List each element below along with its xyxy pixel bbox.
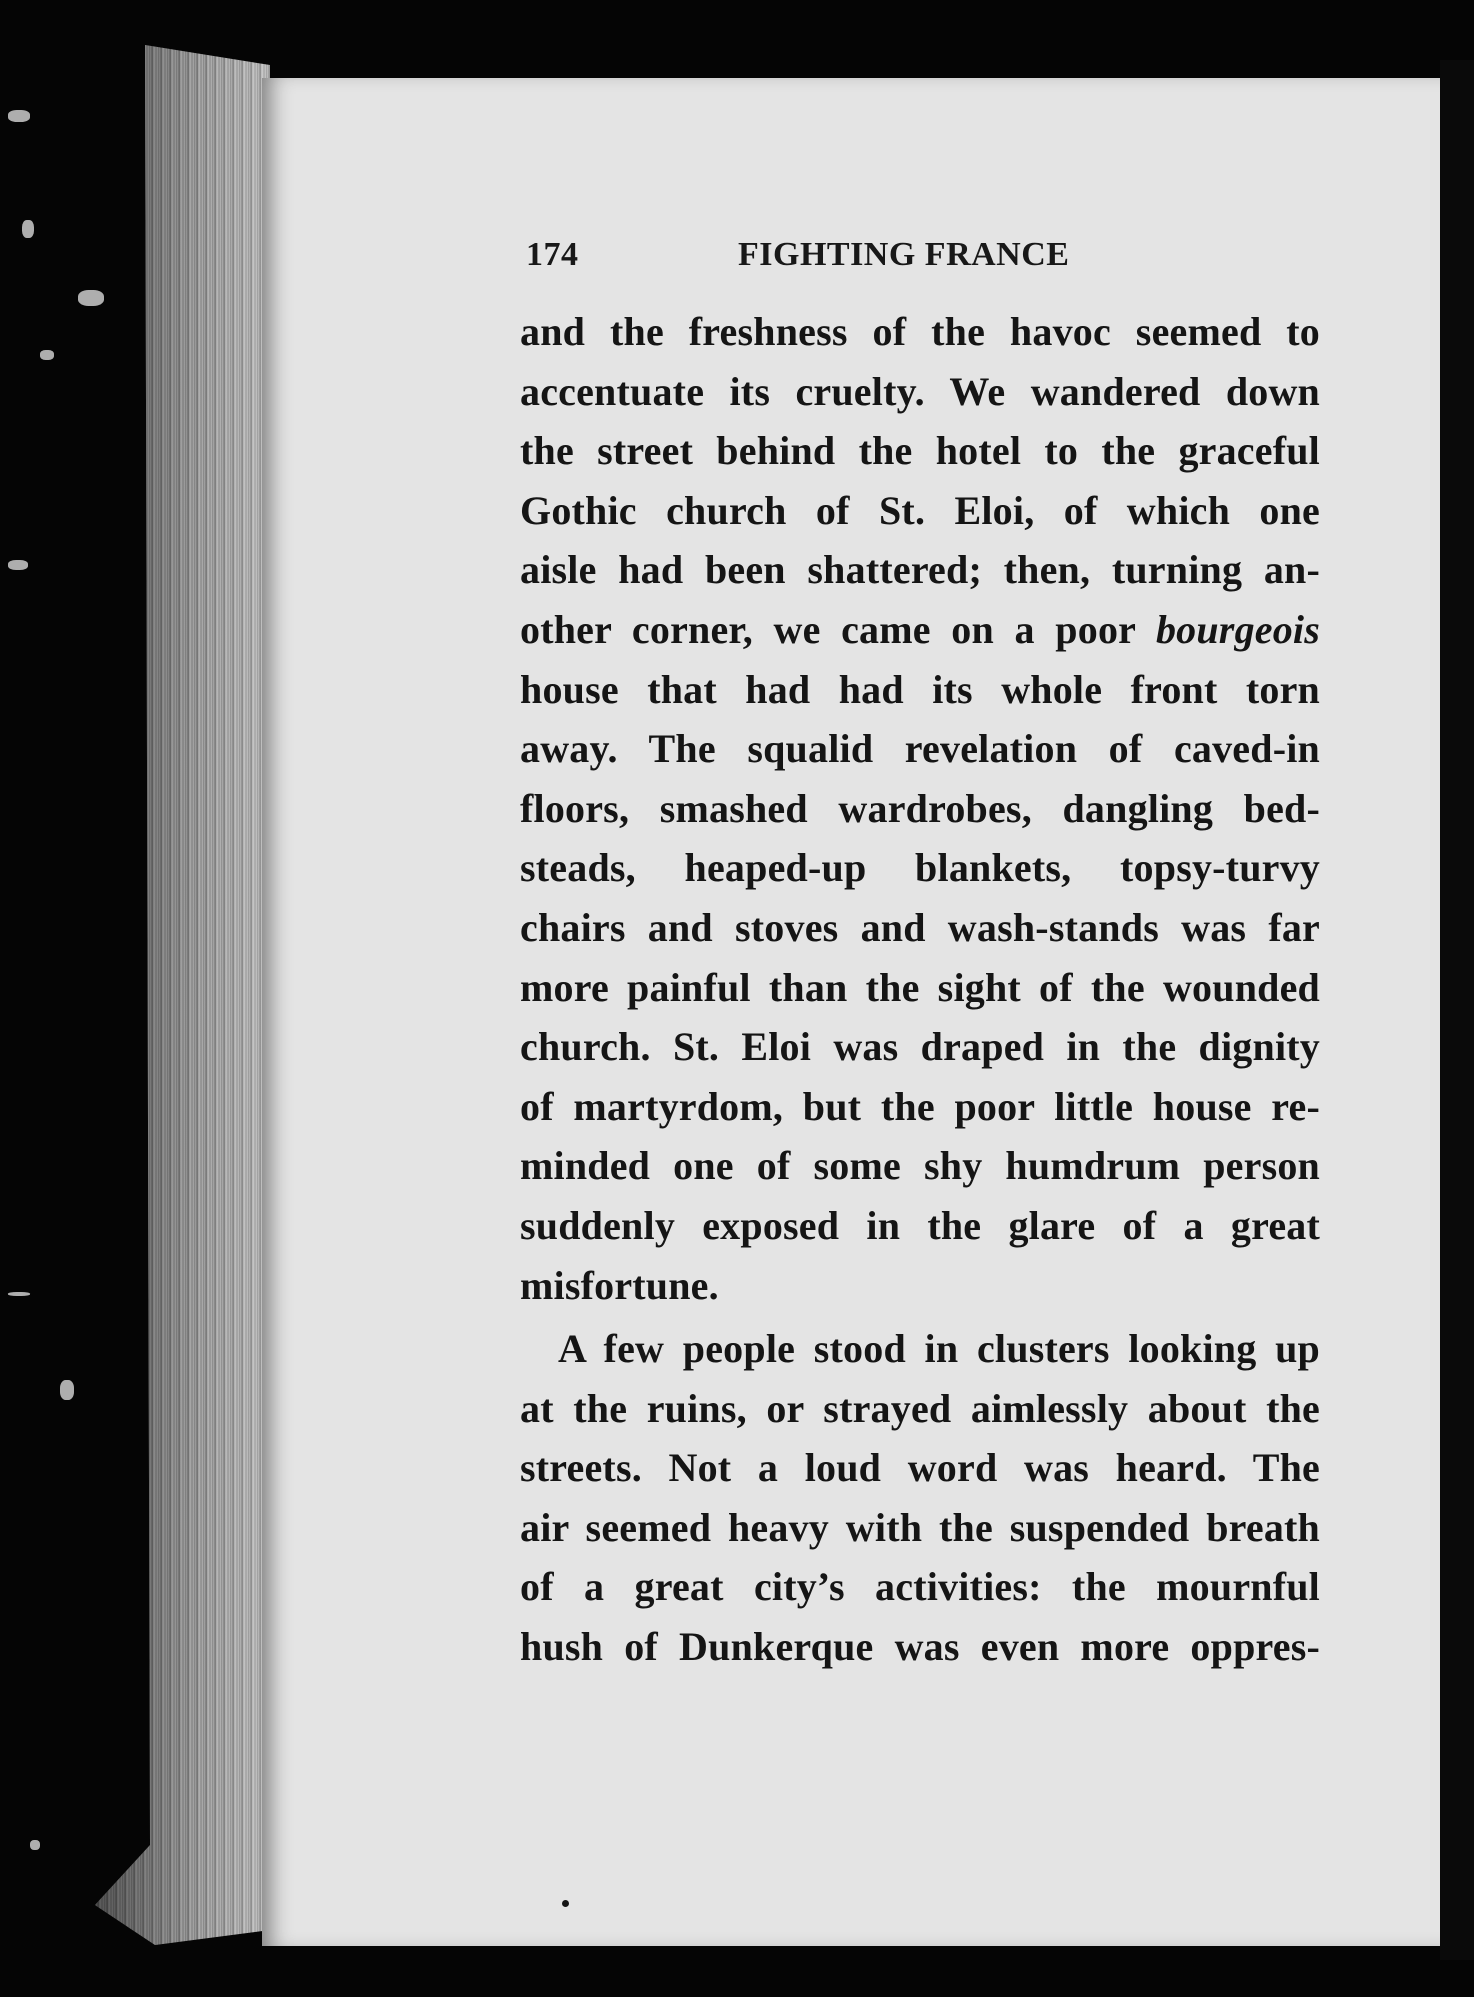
text-line: accentuate its cruelty. We wandered down — [520, 368, 1320, 414]
text-line: minded one of some shy humdrum person — [520, 1143, 1320, 1189]
text-line: A few people stood in clusters looking up — [558, 1326, 1320, 1372]
running-title: FIGHTING FRANCE — [738, 236, 1070, 273]
text-line: the street behind the hotel to the graceful — [520, 428, 1320, 474]
scan-artifact — [40, 350, 54, 360]
text-line: suddenly exposed in the glare of a great — [520, 1202, 1320, 1248]
scan-artifact — [60, 1380, 74, 1400]
scan-artifact — [8, 110, 30, 122]
scan-artifact — [8, 560, 28, 570]
text-line: Gothic church of St. Eloi, of which one — [520, 487, 1320, 533]
text-line: streets. Not a loud word was heard. The — [520, 1445, 1320, 1491]
scan-artifact — [78, 290, 104, 306]
scan-artifact — [8, 1292, 30, 1296]
text-line: away. The squalid revelation of caved-in — [520, 726, 1320, 772]
ink-speck — [562, 1900, 569, 1907]
text-line: misfortune. — [520, 1262, 719, 1308]
text-line: chairs and stoves and wash-stands was far — [520, 904, 1320, 950]
scan-artifact — [30, 1840, 40, 1850]
text-line: of martyrdom, but the poor little house re- — [520, 1083, 1320, 1129]
body-text — [520, 302, 1320, 1677]
text-fragment: other corner, we came on a poor — [520, 606, 1136, 652]
text-line: steads, heaped-up blankets, topsy-turvy — [520, 845, 1320, 891]
text-line: of a great city’s activities: the mournful — [520, 1564, 1320, 1610]
text-line: and the freshness of the havoc seemed to — [520, 309, 1320, 354]
text-line: floors, smashed wardrobes, dangling bed- — [520, 785, 1320, 831]
text-line: aisle had been shattered; then, turning an- — [520, 547, 1320, 593]
scan-right-border — [1440, 60, 1474, 1960]
page-number: 174 — [526, 236, 579, 273]
text-line: church. St. Eloi was draped in the dignity — [520, 1024, 1320, 1070]
text-line: hush of Dunkerque was even more oppres- — [520, 1624, 1320, 1670]
text-line: at the ruins, or strayed aimlessly about the — [520, 1385, 1320, 1431]
text-line: house that had had its whole front torn — [520, 666, 1320, 712]
italic-word: bourgeois — [1155, 606, 1320, 652]
scan-artifact — [22, 220, 34, 238]
running-header — [526, 236, 1111, 280]
text-line-with-italic — [520, 600, 1320, 660]
text-line: more painful than the sight of the wounded — [520, 964, 1320, 1010]
text-line: air seemed heavy with the suspended breath — [520, 1504, 1320, 1550]
